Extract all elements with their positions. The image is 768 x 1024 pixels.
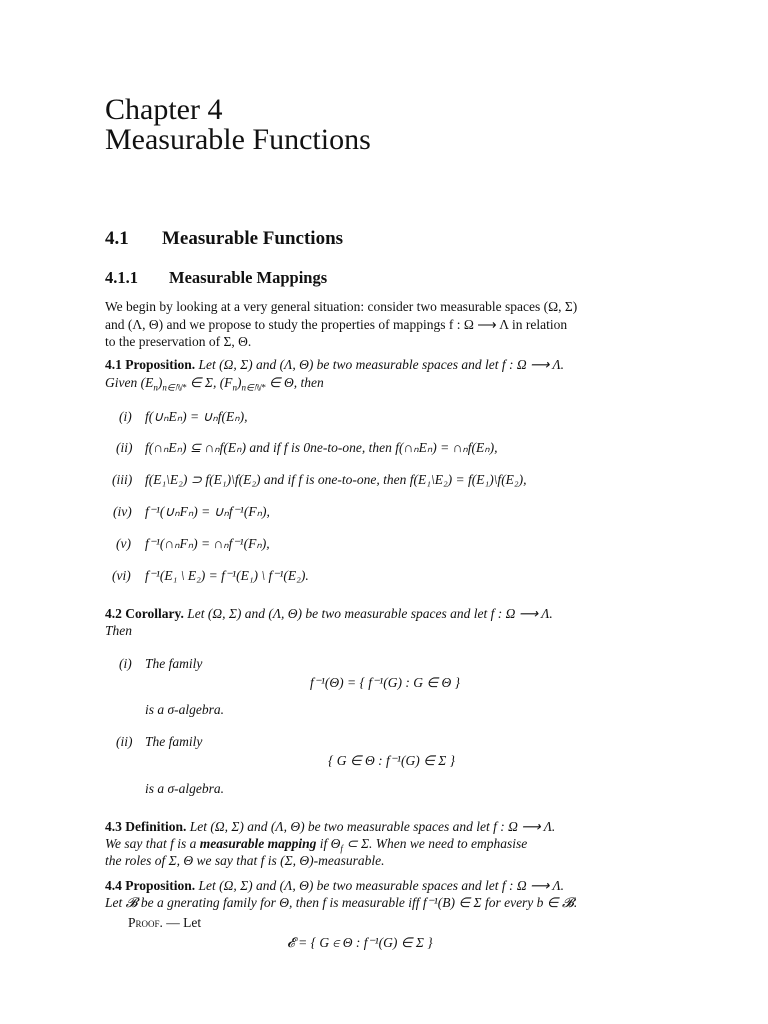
item-label: (vi) [112,568,131,583]
proof-text: — Let [166,915,202,930]
def-sub: f [340,843,343,854]
corollary-4-2-line-2: Then [105,623,132,638]
proposition-4-4-line-1 [105,877,564,894]
definition-4-3-line-2 [105,835,527,852]
prop-sub: n [153,382,158,393]
proposition-4-4-line-2: Let 𝓑 be a gnerating family for Θ, then f is measurable iff f⁻¹(B) ∈ Σ for every b ∈ 𝓑. [105,895,578,910]
item-label: (ii) [116,440,133,455]
intro-line-3: to the preservation of Σ, Θ. [105,334,252,349]
item-text: f⁻¹(∩ₙFₙ) = ∩ₙf⁻¹(Fₙ), [145,536,270,551]
prop-sub: n∈ℕ* [241,382,266,393]
definition-4-3-statement: Let (Ω, Σ) and (Λ, Θ) be two measurable spaces and let f : Ω ⟶ Λ. [189,819,556,834]
corollary-4-2-line-1 [105,605,553,622]
item-text: The family [145,734,203,749]
proof-line [128,914,201,931]
subsection-number: 4.1.1 [105,268,138,287]
prop-text: ∈ Σ, (F [186,375,233,390]
item-text: f(E₁\E₂) ⊃ f(E₁)\f(E₂) and if f is one-to-one, then f(E₁\E₂) = f(E₁)\f(E₂), [145,472,527,487]
def-term: measurable mapping [199,836,317,851]
definition-4-3-line-1 [105,818,555,835]
prop-text: ) [236,375,242,390]
item-label: (i) [119,656,132,671]
item-label: (iii) [112,472,133,487]
proposition-4-1-statement: Let (Ω, Σ) and (Λ, Θ) be two measurable spaces and let f : Ω ⟶ Λ. [198,357,565,372]
proposition-4-1-line-1 [105,356,564,373]
definition-4-3-line-3: the roles of Σ, Θ we say that f is (Σ, Θ)-measurable. [105,853,385,868]
item-label: (iv) [113,504,132,519]
prop-text: ) [157,375,163,390]
prop-sub: n∈ℕ* [162,382,187,393]
display-formula: 𝓔 = { G ∈ Θ : f⁻¹(G) ∈ Σ } [287,935,433,950]
chapter-title: Measurable Functions [105,123,371,156]
item-label: (ii) [116,734,133,749]
prop-sub: n [232,382,237,393]
prop-text: Given (E [105,375,154,390]
item-text: The family [145,656,203,671]
intro-line-1: We begin by looking at a very general situation: consider two measurable spaces (Ω, Σ) [105,299,578,314]
proposition-4-4-label: 4.4 Proposition. [105,878,196,893]
display-formula: f⁻¹(Θ) = { f⁻¹(G) : G ∈ Θ } [310,675,460,690]
proposition-4-4-statement: Let (Ω, Σ) and (Λ, Θ) be two measurable spaces and let f : Ω ⟶ Λ. [198,878,565,893]
item-text: f⁻¹(E₁ \ E₂) = f⁻¹(E₁) \ f⁻¹(E₂). [145,568,309,583]
item-text: is a σ-algebra. [145,702,225,717]
corollary-4-2-statement: Let (Ω, Σ) and (Λ, Θ) be two measurable spaces and let f : Ω ⟶ Λ. [187,606,553,621]
item-text: is a σ-algebra. [145,781,225,796]
def-text: ⊂ Σ. When we need to emphasise [342,836,528,851]
section-title: Measurable Functions [162,228,344,249]
item-text: f(∩ₙEₙ) ⊆ ∩ₙf(Eₙ) and if f is 0ne-to-one, then f(∩ₙEₙ) = ∩ₙf(Eₙ), [145,440,498,455]
intro-line-2: and (Λ, Θ) and we propose to study the properties of mappings f : Ω ⟶ Λ in relation [105,317,568,332]
item-text: f(∪ₙEₙ) = ∪ₙf(Eₙ), [145,409,248,424]
chapter-number: Chapter 4 [105,93,223,126]
proposition-4-1-line-2 [105,374,324,391]
def-text: We say that f is a [105,836,200,851]
display-formula: { G ∈ Θ : f⁻¹(G) ∈ Σ } [328,753,455,768]
def-text: if Θ [316,836,341,851]
prop-text: ∈ Θ, then [265,375,324,390]
proposition-4-1-label: 4.1 Proposition. [105,357,196,372]
item-text: f⁻¹(∪ₙFₙ) = ∪ₙf⁻¹(Fₙ), [145,504,270,519]
corollary-4-2-label: 4.2 Corollary. [105,606,184,621]
subsection-title: Measurable Mappings [169,268,328,287]
section-number: 4.1 [105,228,129,249]
proof-label: Proof. [128,915,163,930]
definition-4-3-label: 4.3 Definition. [105,819,187,834]
item-label: (i) [119,409,132,424]
item-label: (v) [116,536,131,551]
